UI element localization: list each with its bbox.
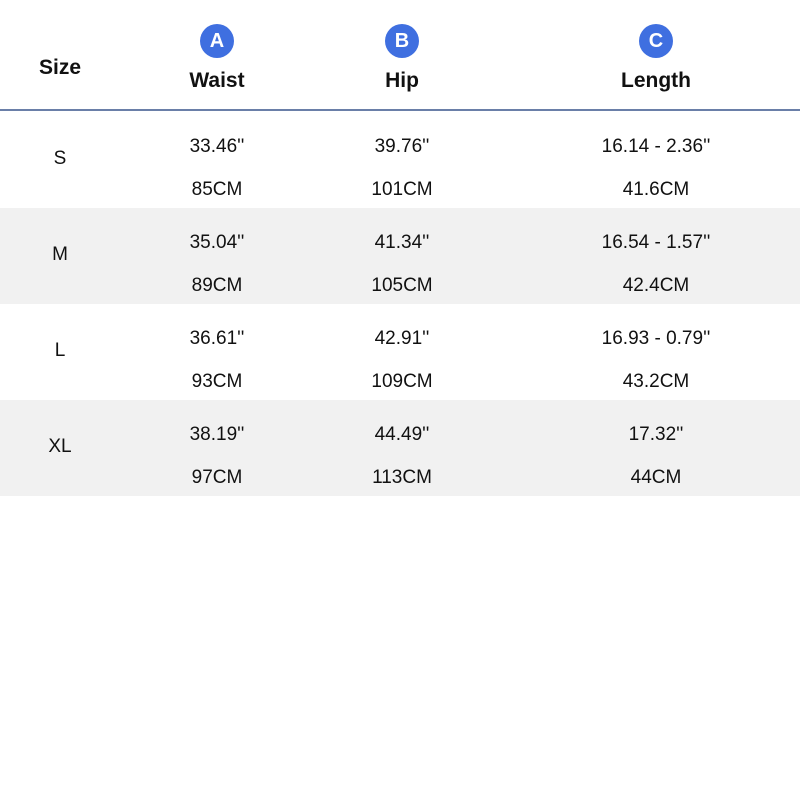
hip-inch-cell: 42.91''	[374, 328, 430, 349]
table-row	[0, 208, 800, 304]
table-body	[0, 112, 800, 496]
waist-cm-cell: 89CM	[191, 275, 243, 296]
length-cm-cell: 41.6CM	[622, 179, 690, 200]
waist-cm-cell: 85CM	[191, 179, 243, 200]
badge-b: B	[385, 24, 419, 58]
hip-cm-cell: 105CM	[371, 275, 433, 296]
size-cell: M	[52, 244, 68, 265]
length-column-header	[556, 0, 756, 93]
waist-column-header	[137, 0, 297, 93]
waist-inch-cell: 38.19''	[189, 424, 245, 445]
size-cell: S	[53, 148, 67, 169]
size-cell: L	[54, 340, 66, 361]
length-cm-cell: 42.4CM	[622, 275, 690, 296]
table-header	[0, 0, 800, 110]
hip-cm-cell: 101CM	[371, 179, 433, 200]
length-inch-cell: 16.14 - 2.36''	[601, 136, 711, 157]
hip-label: Hip	[385, 69, 419, 92]
table-row	[0, 304, 800, 400]
length-cm-cell: 44CM	[630, 467, 682, 488]
size-column-header: Size	[38, 56, 82, 79]
waist-cm-cell: 97CM	[191, 467, 243, 488]
header-divider	[0, 109, 800, 111]
hip-inch-cell: 39.76''	[374, 136, 430, 157]
length-inch-cell: 16.54 - 1.57''	[601, 232, 711, 253]
length-inch-cell: 17.32''	[628, 424, 684, 445]
waist-inch-cell: 36.61''	[189, 328, 245, 349]
length-inch-cell: 16.93 - 0.79''	[601, 328, 711, 349]
hip-cm-cell: 113CM	[372, 467, 432, 488]
length-label: Length	[621, 69, 691, 92]
waist-inch-cell: 33.46''	[189, 136, 245, 157]
hip-cm-cell: 109CM	[371, 371, 433, 392]
length-cm-cell: 43.2CM	[622, 371, 690, 392]
hip-inch-cell: 44.49''	[374, 424, 430, 445]
badge-a: A	[200, 24, 234, 58]
badge-c: C	[639, 24, 673, 58]
table-row	[0, 112, 800, 208]
waist-label: Waist	[189, 69, 245, 92]
hip-column-header	[322, 0, 482, 93]
size-cell: XL	[48, 436, 72, 457]
waist-inch-cell: 35.04''	[189, 232, 245, 253]
table-row	[0, 400, 800, 496]
waist-cm-cell: 93CM	[191, 371, 243, 392]
hip-inch-cell: 41.34''	[374, 232, 430, 253]
